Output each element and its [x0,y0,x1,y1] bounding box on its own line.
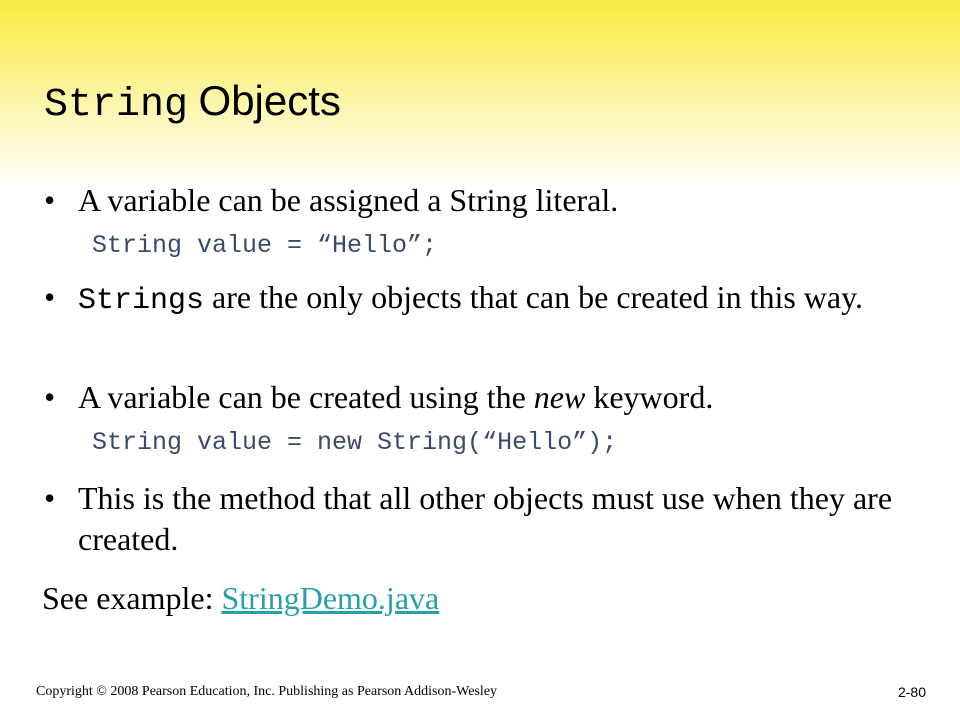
bullet-4-text: This is the method that all other objects must use when they are created. [78,480,893,557]
bullet-dot-icon: • [44,279,56,315]
see-example [42,578,439,618]
see-example-label: See example: [42,580,222,616]
bullet-3-before: A variable can be created using the [78,379,534,415]
slide-title [44,76,341,131]
bullet-2-rest: are the only objects that can be created in this way. [204,279,864,315]
title-code-word: String [44,83,189,128]
bullet-2-code: Strings [78,284,205,318]
bullet-3-text [78,377,924,418]
bullet-2-text [78,277,924,322]
bullet-dot-icon: • [44,182,56,218]
bullet-3 [44,377,924,418]
code-line-1: String value = “Hello”; [92,231,438,260]
bullet-dot-icon: • [44,379,56,415]
example-file-link[interactable]: StringDemo.java [221,580,440,616]
bullet-2 [44,277,924,322]
code-line-2: String value = new String(“Hello”); [92,428,618,457]
page-number: 2-80 [897,684,926,700]
bullet-1 [44,180,924,221]
bullet-4 [44,478,924,560]
title-text-word: Objects [198,77,341,124]
bullet-3-after: keyword. [585,379,714,415]
bullet-3-emphasis: new [533,379,586,415]
copyright-footer: Copyright © 2008 Pearson Education, Inc. Publishing as Pearson Addison-Wesley [36,684,497,699]
bullet-1-text: A variable can be assigned a String literal. [78,182,619,218]
bullet-dot-icon: • [44,480,56,516]
